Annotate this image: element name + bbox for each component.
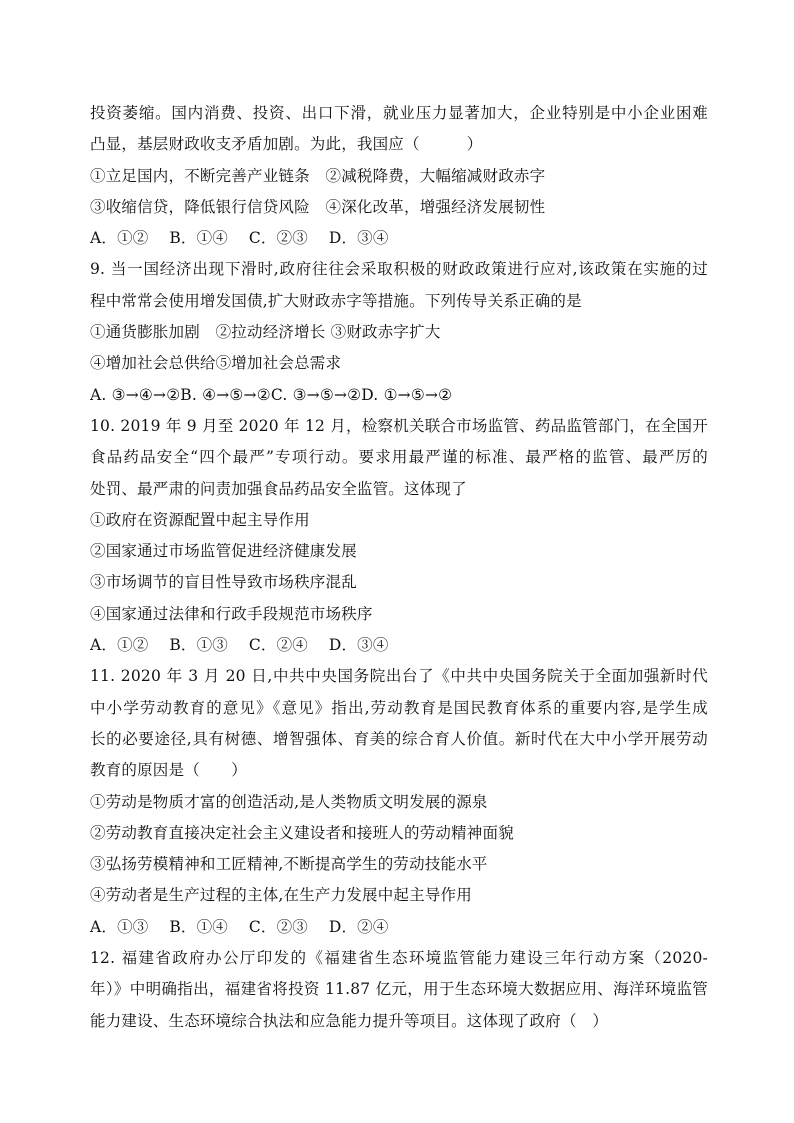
answer-choices: A．①② B．①③ C．②④ D．③④ <box>90 636 389 655</box>
text-line: 能力建设、生态环境综合执法和应急能力提升等项目。这体现了政府（ ） <box>90 1011 609 1030</box>
option-line: ②国家通过市场监管促进经济健康发展 <box>90 542 357 561</box>
text-line: 程中常常会使用增发国债,扩大财政赤字等措施。下列传导关系正确的是 <box>90 291 582 310</box>
text-line: 教育的原因是（ ） <box>90 761 248 780</box>
question-9: 9. 当一国经济出现下滑时,政府往往会采取积极的财政政策进行应对,该政策在实施的过 <box>90 260 708 279</box>
option-line: ④增加社会总供给⑤增加社会总需求 <box>90 354 342 373</box>
exam-page <box>90 98 708 1037</box>
question-11: 11. 2020 年 3 月 20 日,中共中央国务院出台了《中共中央国务院关于全面加强新时代 <box>90 667 708 686</box>
option-line: ③弘扬劳模精神和工匠精神,不断提高学生的劳动技能水平 <box>90 855 488 874</box>
option-line: ③市场调节的盲目性导致市场秩序混乱 <box>90 573 357 592</box>
option-line: ①政府在资源配置中起主导作用 <box>90 510 310 529</box>
option-line: ④劳动者是生产过程的主体,在生产力发展中起主导作用 <box>90 886 472 905</box>
text-line: 投资萎缩。国内消费、投资、出口下滑，就业压力显著加大，企业特别是中小企业困难 <box>90 104 708 122</box>
text-line: 中小学劳动教育的意见》《意见》指出,劳动教育是国民教育体系的重要内容,是学生成 <box>90 698 708 717</box>
option-line: ①劳动是物质才富的创造活动,是人类物质文明发展的源泉 <box>90 792 488 811</box>
text-line: 长的必要途径,具有树德、增智强体、育美的综合育人价值。新时代在大中小学开展劳动 <box>90 729 708 748</box>
text-line: 年）》中明确指出，福建省将投资 11.87 亿元，用于生态环境大数据应用、海洋环境监管 <box>90 980 708 999</box>
option-line: ①通货膨胀加剧 ②拉动经济增长 ③财政赤字扩大 <box>90 323 441 342</box>
answer-choices: A．①② B．①④ C．②③ D．③④ <box>90 229 389 248</box>
answer-choices: A．①③ B．①④ C．②③ D．②④ <box>90 917 389 936</box>
question-12: 12. 福建省政府办公厅印发的《福建省生态环境监管能力建设三年行动方案（2020- <box>90 949 708 968</box>
text-line: 凸显，基层财政收支矛盾加剧。为此，我国应（ ） <box>90 135 483 154</box>
text-line: 处罚、最严肃的问责加强食品药品安全监管。这体现了 <box>90 479 467 498</box>
answer-choices: A. ③→④→②B. ④→⑤→②C. ③→⑤→②D. ①→⑤→② <box>90 385 453 404</box>
option-line: ②劳动教育直接决定社会主义建设者和接班人的劳动精神面貌 <box>90 823 514 842</box>
question-10: 10. 2019 年 9 月至 2020 年 12 月，检察机关联合市场监管、药品监管部门，在全国开 <box>90 416 708 435</box>
option-line: ④国家通过法律和行政手段规范市场秩序 <box>90 604 373 623</box>
option-line: ③收缩信贷，降低银行信贷风险 ④深化改革，增强经济发展韧性 <box>90 197 546 216</box>
option-line: ①立足国内，不断完善产业链条 ②减税降费，大幅缩减财政赤字 <box>90 166 546 185</box>
text-line: 食品药品安全“四个最严”专项行动。要求用最严谨的标准、最严格的监管、最严厉的 <box>90 448 708 467</box>
